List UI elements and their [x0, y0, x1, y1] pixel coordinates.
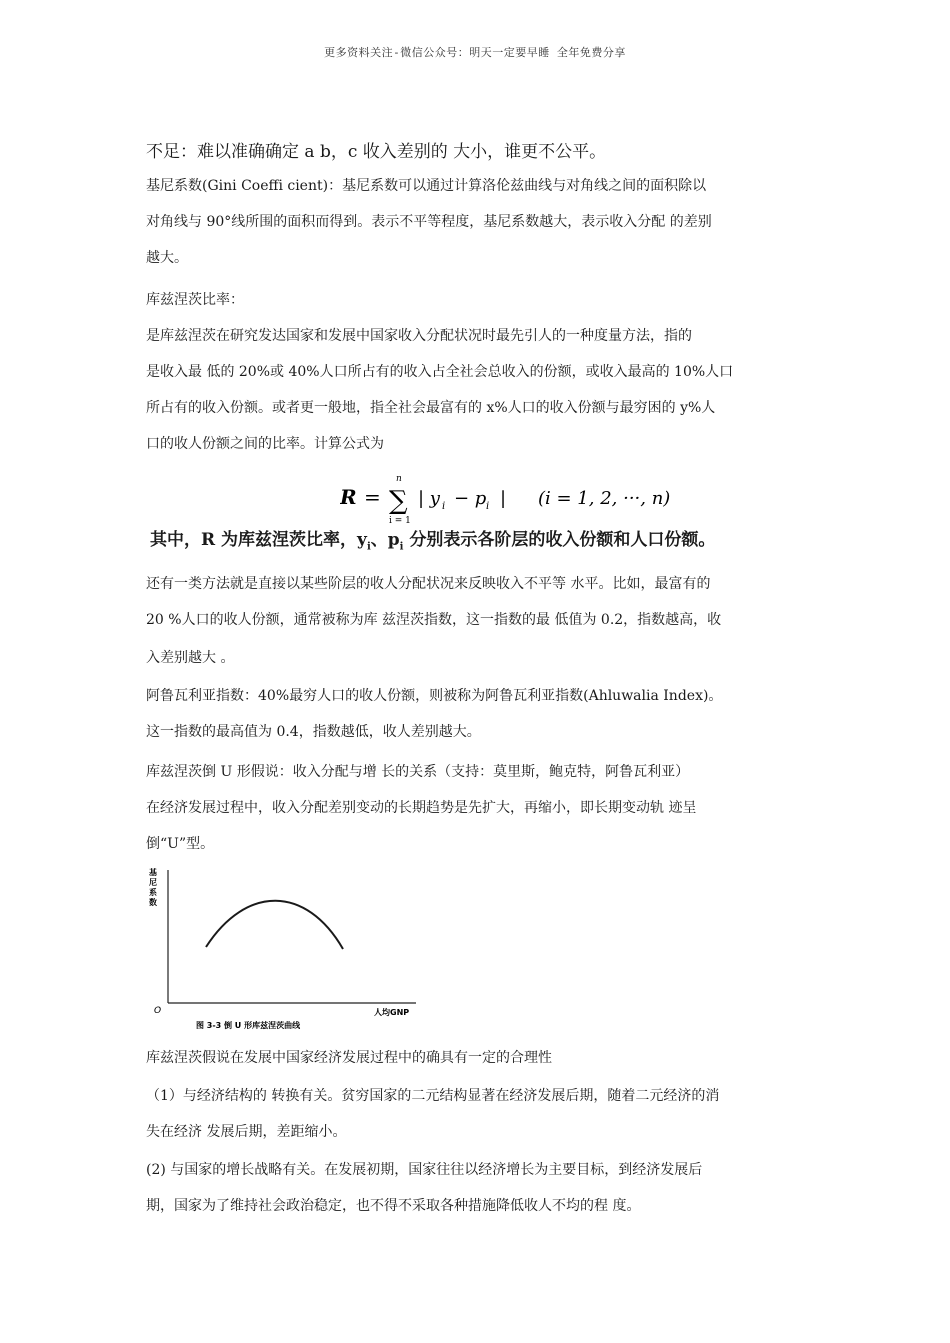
formula-sum-bottom: i = 1: [389, 516, 411, 526]
paragraph-line: 入差别越大 。: [146, 650, 235, 666]
inverted-u-chart: [146, 865, 446, 1035]
paragraph-line: 在经济发展过程中，收入分配差别变动的长期趋势是先扩大，再缩小，即长期变动轨 迹呈: [146, 800, 697, 816]
formula-note: 其中，R 为库兹涅茨比率，$y_i$、$p_i$ 分别表示各阶层的收入份额和人口份额。: [150, 530, 716, 553]
formula-sub-i: i: [486, 501, 490, 512]
chart-ylabel-3: 系: [149, 888, 157, 897]
chart-xlabel: 人均GNP: [374, 1008, 410, 1017]
formula-lhs: R: [340, 485, 357, 509]
kuznets-ratio-formula: [340, 474, 720, 526]
section-heading: 库兹涅茨比率：: [146, 292, 244, 308]
paragraph-line: 20 %人口的收人份额，通常被称为库 兹涅茨指数，这一指数的最 低值为 0.2，指数越高，收: [146, 612, 722, 628]
paragraph-line: 越大。: [146, 250, 188, 266]
paragraph-line: 期，国家为了维持社会政治稳定，也不得不采取各种措施降低收人不均的程 度。: [146, 1198, 641, 1214]
chart-ylabel-4: 数: [149, 898, 157, 907]
chart-title: 图 3-3 倒 U 形库兹涅茨曲线: [196, 1021, 301, 1030]
formula-body: | y: [418, 488, 440, 509]
chart-series-line: [206, 901, 343, 949]
paragraph-line: 是收入最 低的 20%或 40%人口所占有的收入占全社会总收入的份额，或收入最高的 10%人口: [146, 364, 734, 380]
paragraph-line: 库兹涅茨倒 U 形假说：收入分配与增 长的关系（支持：莫里斯，鲍克特，阿鲁瓦利亚）: [146, 764, 690, 780]
formula-sigma: ∑: [389, 486, 408, 516]
formula-close: |: [500, 488, 507, 509]
paragraph-line: 所占有的收入份额。或者更一般地，指全社会最富有的 x%人口的收入份额与最穷困的 y%人: [146, 400, 716, 416]
formula-minus: − p: [454, 488, 487, 509]
formula-sub-i: i: [442, 501, 446, 512]
paragraph-line: 库兹涅茨假说在发展中国家经济发展过程中的确具有一定的合理性: [146, 1050, 552, 1066]
paragraph-line: (2) 与国家的增长战略有关。在发展初期，国家往往以经济增长为主要目标，到经济发展后: [146, 1162, 703, 1178]
chart-ylabel-2: 尼: [149, 878, 157, 887]
paragraph-line: 基尼系数(Gini Coeffi cient)：基尼系数可以通过计算洛伦兹曲线与对角线之间的面积除以: [146, 178, 707, 194]
paragraph-line: （1）与经济结构的 转换有关。贫穷国家的二元结构显著在经济发展后期，随着二元经济的消: [146, 1088, 720, 1104]
paragraph-line: 阿鲁瓦利亚指数：40%最穷人口的收人份额，则被称为阿鲁瓦利亚指数(Ahluwalia Index)。: [146, 688, 723, 704]
page-header: 更多资料关注-微信公众号：明天一定要早睡 全年免费分享: [324, 46, 626, 59]
chart-ylabel-1: 基: [149, 868, 157, 877]
formula-eq: =: [364, 485, 381, 509]
formula-sum-top: n: [396, 474, 402, 484]
paragraph-line: 倒“U”型。: [146, 836, 215, 852]
paragraph-line: 是库兹涅茨在研究发达国家和发展中国家收入分配状况时最先引人的一种度量方法，指的: [146, 328, 692, 344]
paragraph-line: 还有一类方法就是直接以某些阶层的收人分配状况来反映收入不平等 水平。比如，最富有的: [146, 576, 711, 592]
paragraph-intro: 不足：难以准确确定 a b，c 收入差别的 大小，谁更不公平。: [146, 142, 607, 162]
formula-range: (i = 1, 2, ···, n): [538, 488, 671, 509]
paragraph-line: 口的收人份额之间的比率。计算公式为: [146, 436, 384, 452]
paragraph-line: 这一指数的最高值为 0.4，指数越低，收人差别越大。: [146, 724, 481, 740]
paragraph-line: 对角线与 90°线所围的面积而得到。表示不平等程度，基尼系数越大，表示收入分配 的差别: [146, 214, 712, 230]
chart-origin: O: [154, 1006, 162, 1016]
paragraph-line: 失在经济 发展后期，差距缩小。: [146, 1124, 347, 1140]
